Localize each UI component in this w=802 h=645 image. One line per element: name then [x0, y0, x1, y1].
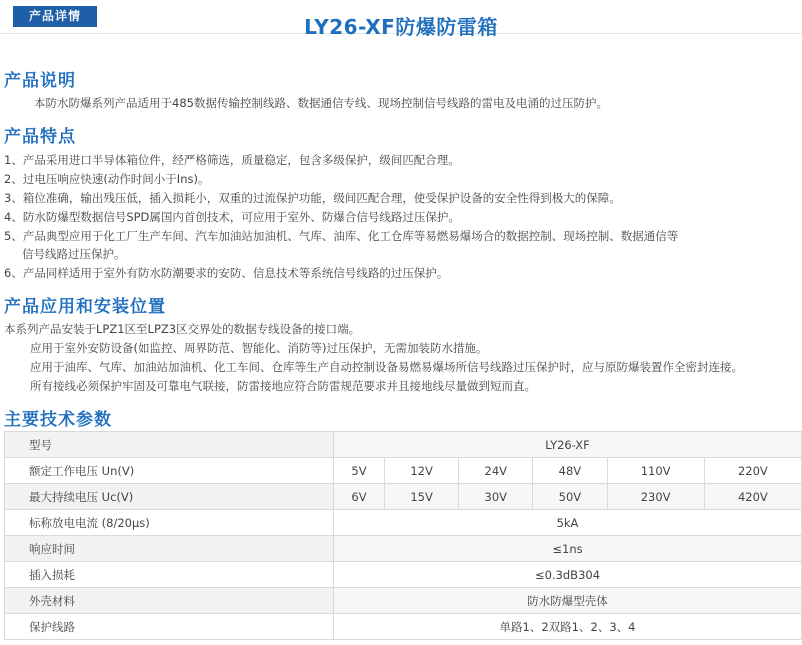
max-voltage-cell: 420V — [704, 484, 801, 510]
spec-value: ≤0.3dB304 — [334, 562, 802, 588]
table-row — [5, 432, 802, 458]
description-text: 本防水防爆系列产品适用于485数据传输控制线路、数据通信专线、现场控制信号线路的雷电及电涌的过压防护。 — [34, 96, 608, 110]
rated-voltage-cell: 5V — [334, 458, 385, 484]
max-voltage-cell: 30V — [459, 484, 533, 510]
spec-label: 保护线路 — [5, 614, 334, 640]
feature-item-continuation: 信号线路过压保护。 — [22, 247, 126, 261]
product-details-tab[interactable]: 产品详情 — [13, 6, 97, 27]
spec-value: 单路1、2双路1、2、3、4 — [334, 614, 802, 640]
table-row — [5, 536, 802, 562]
spec-label: 响应时间 — [5, 536, 334, 562]
application-line: 本系列产品安装于LPZ1区至LPZ3区交界处的数据专线设备的接口端。 — [4, 322, 361, 336]
spec-label: 型号 — [5, 432, 334, 458]
table-row — [5, 510, 802, 536]
table-row — [5, 588, 802, 614]
table-row — [5, 562, 802, 588]
max-voltage-cell: 50V — [533, 484, 607, 510]
spec-label: 最大持续电压 Uc(V) — [5, 484, 334, 510]
feature-item: 2、过电压响应快速(动作时间小于Ins)。 — [4, 172, 210, 186]
section-heading-specs: 主要技术参数 — [4, 410, 112, 430]
feature-item: 1、产品采用进口半导体箱位件，经严格筛选，质量稳定，包含多级保护，级间匹配合理。 — [4, 153, 460, 167]
feature-item: 5、产品典型应用于化工厂生产车间、汽车加油站加油机、气库、油库、化工仓库等易燃易爆场合的数据控制、现场控制、数据通信等 — [4, 229, 679, 243]
rated-voltage-cell: 110V — [607, 458, 704, 484]
section-heading-features: 产品特点 — [4, 127, 76, 147]
rated-voltage-cell: 12V — [385, 458, 459, 484]
table-row — [5, 458, 802, 484]
max-voltage-cell: 230V — [607, 484, 704, 510]
spec-label: 外壳材料 — [5, 588, 334, 614]
feature-item: 3、箱位准确，输出残压低，插入损耗小，双重的过流保护功能，级间匹配合理，使受保护设备的安全性得到极大的保障。 — [4, 191, 621, 205]
rated-voltage-cell: 48V — [533, 458, 607, 484]
spec-table — [4, 431, 802, 640]
max-voltage-cell: 15V — [385, 484, 459, 510]
application-line: 应用于油库、气库、加油站加油机、化工车间、仓库等生产自动控制设备易燃易爆场所信号线路过压保护时，应与原防爆装置作全密封连接。 — [30, 360, 743, 374]
spec-label: 插入损耗 — [5, 562, 334, 588]
spec-value: ≤1ns — [334, 536, 802, 562]
spec-label: 标称放电电流 (8/20μs) — [5, 510, 334, 536]
table-row — [5, 614, 802, 640]
feature-item: 6、产品同样适用于室外有防水防潮要求的安防、信息技术等系统信号线路的过压保护。 — [4, 266, 449, 280]
page-title: LY26-XF防爆防雷箱 — [304, 15, 498, 39]
rated-voltage-cell: 24V — [459, 458, 533, 484]
application-line: 所有接线必须保护牢固及可靠电气联接，防雷接地应符合防雷规范要求并且接地线尽量做到短而直。 — [30, 379, 536, 393]
max-voltage-cell: 6V — [334, 484, 385, 510]
spec-value: LY26-XF — [334, 432, 802, 458]
rated-voltage-cell: 220V — [704, 458, 801, 484]
feature-item: 4、防水防爆型数据信号SPD属国内首创技术，可应用于室外、防爆合信号线路过压保护。 — [4, 210, 460, 224]
spec-value: 5kA — [334, 510, 802, 536]
section-heading-description: 产品说明 — [4, 71, 76, 91]
section-heading-application: 产品应用和安装位置 — [4, 297, 166, 317]
table-row — [5, 484, 802, 510]
spec-value: 防水防爆型壳体 — [334, 588, 802, 614]
application-line: 应用于室外安防设备(如监控、周界防范、智能化、消防等)过压保护，无需加装防水措施。 — [30, 341, 488, 355]
spec-label: 额定工作电压 Un(V) — [5, 458, 334, 484]
